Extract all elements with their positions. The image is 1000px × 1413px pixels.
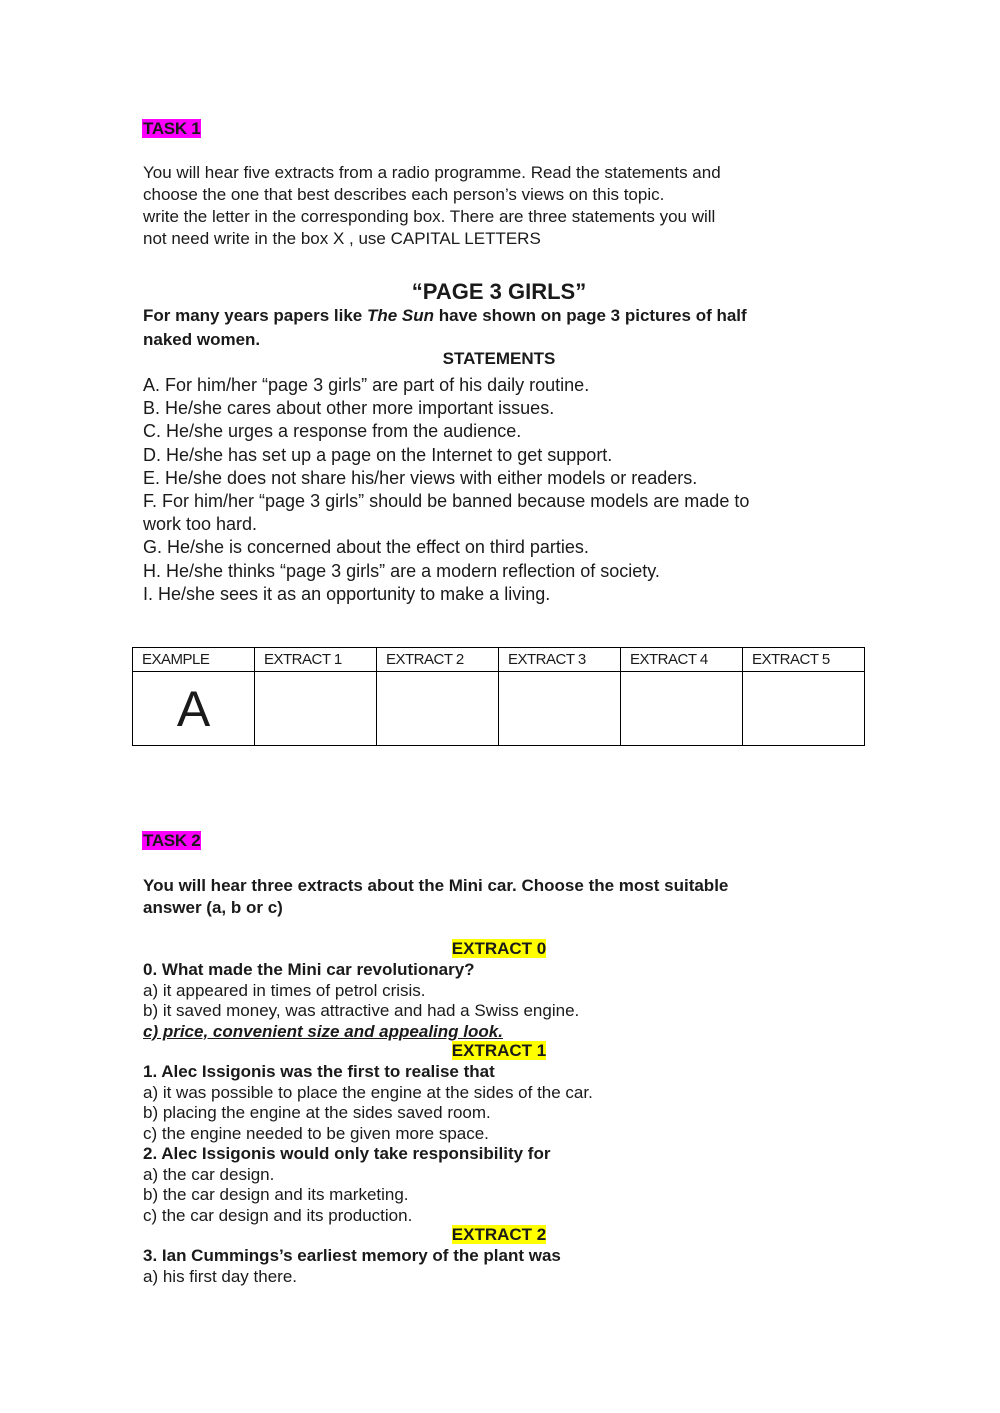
statement-a: A. For him/her “page 3 girls” are part of his daily routine. xyxy=(143,375,590,395)
statement-g: G. He/she is concerned about the effect on third parties. xyxy=(143,537,589,558)
answer-table xyxy=(132,647,865,746)
extract-2-heading-wrap xyxy=(143,1225,855,1245)
question-3: 3. Ian Cummings’s earliest memory of the plant was xyxy=(143,1246,561,1265)
subtitle-line-2: naked women. xyxy=(143,330,261,349)
answer-table-answer-row xyxy=(133,672,865,746)
question-2-option-b[interactable]: b) the car design and its marketing. xyxy=(143,1185,409,1204)
extract-0-heading-wrap xyxy=(143,939,855,959)
extract-2-block xyxy=(143,1246,843,1287)
statements-heading: STATEMENTS xyxy=(442,349,556,368)
task2-label-wrap xyxy=(142,830,201,851)
subtitle-text-before: For many years papers like xyxy=(143,306,367,325)
task1-label: TASK 1 xyxy=(143,119,201,138)
statement-d: D. He/she has set up a page on the Internet to get support. xyxy=(143,444,613,465)
question-2-option-c[interactable]: c) the car design and its production. xyxy=(143,1205,413,1225)
question-0-selected-answer: c) price, convenient size and appealing look. xyxy=(143,1021,503,1041)
task1-label-wrap xyxy=(142,118,201,139)
extract-2-heading: EXTRACT 2 xyxy=(451,1225,547,1244)
answer-example-cell: A xyxy=(133,672,255,746)
task2-label: TASK 2 xyxy=(143,831,201,850)
answer-table-header-row xyxy=(133,648,865,672)
subtitle-newspaper-name: The Sun xyxy=(366,306,435,325)
extract-1-heading-wrap xyxy=(143,1041,855,1061)
header-extract-4: EXTRACT 4 xyxy=(621,648,743,672)
task1-instruction-line: not need write in the box X , use CAPITAL LETTERS xyxy=(143,229,541,248)
task1-instruction-line: write the letter in the corresponding box. There are three statements you will xyxy=(143,207,716,226)
question-1-option-a[interactable]: a) it was possible to place the engine at the sides of the car. xyxy=(143,1082,593,1102)
subtitle-text-after: have shown on page 3 pictures of half xyxy=(434,306,747,325)
header-extract-3: EXTRACT 3 xyxy=(499,648,621,672)
question-1-option-b[interactable]: b) placing the engine at the sides saved room. xyxy=(143,1103,491,1122)
question-2-option-a[interactable]: a) the car design. xyxy=(143,1164,275,1184)
answer-box-extract-1[interactable] xyxy=(255,672,377,746)
question-0-option-b: b) it saved money, was attractive and had a Swiss engine. xyxy=(143,1001,580,1020)
task2-instruction-line: You will hear three extracts about the Mini car. Choose the most suitable xyxy=(143,876,729,895)
statement-h: H. He/she thinks “page 3 girls” are a modern reflection of society. xyxy=(143,560,660,581)
task1-subtitle xyxy=(143,304,855,352)
statements-list xyxy=(143,374,843,606)
header-extract-1: EXTRACT 1 xyxy=(255,648,377,672)
statement-b: B. He/she cares about other more important issues. xyxy=(143,398,555,419)
task1-instruction-line: You will hear five extracts from a radio programme. Read the statements and xyxy=(143,163,721,182)
question-1-option-c[interactable]: c) the engine needed to be given more space. xyxy=(143,1123,489,1143)
answer-box-extract-2[interactable] xyxy=(377,672,499,746)
question-3-option-a[interactable]: a) his first day there. xyxy=(143,1266,298,1286)
page-title: “PAGE 3 GIRLS” xyxy=(411,279,587,304)
answer-box-extract-4[interactable] xyxy=(621,672,743,746)
question-0: 0. What made the Mini car revolutionary? xyxy=(143,960,475,979)
task2-instruction-line: answer (a, b or c) xyxy=(143,898,283,917)
question-2: 2. Alec Issigonis would only take responsibility for xyxy=(143,1144,551,1163)
task1-instructions xyxy=(143,162,843,250)
statement-f: F. For him/her “page 3 girls” should be banned because models are made to xyxy=(143,491,750,512)
question-1: 1. Alec Issigonis was the first to realise that xyxy=(143,1062,495,1081)
statement-c: C. He/she urges a response from the audience. xyxy=(143,421,522,442)
statement-f-continued: work too hard. xyxy=(143,514,258,535)
extract-0-block xyxy=(143,960,843,1042)
header-extract-2: EXTRACT 2 xyxy=(377,648,499,672)
task1-instruction-line: choose the one that best describes each person’s views on this topic. xyxy=(143,185,665,204)
extract-0-heading: EXTRACT 0 xyxy=(451,939,547,958)
answer-box-extract-5[interactable] xyxy=(743,672,865,746)
task2-instructions xyxy=(143,875,843,919)
answer-box-extract-3[interactable] xyxy=(499,672,621,746)
extract-1-block xyxy=(143,1062,843,1226)
statement-i: I. He/she sees it as an opportunity to make a living. xyxy=(143,583,551,604)
question-0-option-a: a) it appeared in times of petrol crisis. xyxy=(143,980,426,1000)
statement-e: E. He/she does not share his/her views with either models or readers. xyxy=(143,467,698,488)
extract-1-heading: EXTRACT 1 xyxy=(451,1041,547,1060)
header-example: EXAMPLE xyxy=(133,648,255,672)
header-extract-5: EXTRACT 5 xyxy=(743,648,865,672)
